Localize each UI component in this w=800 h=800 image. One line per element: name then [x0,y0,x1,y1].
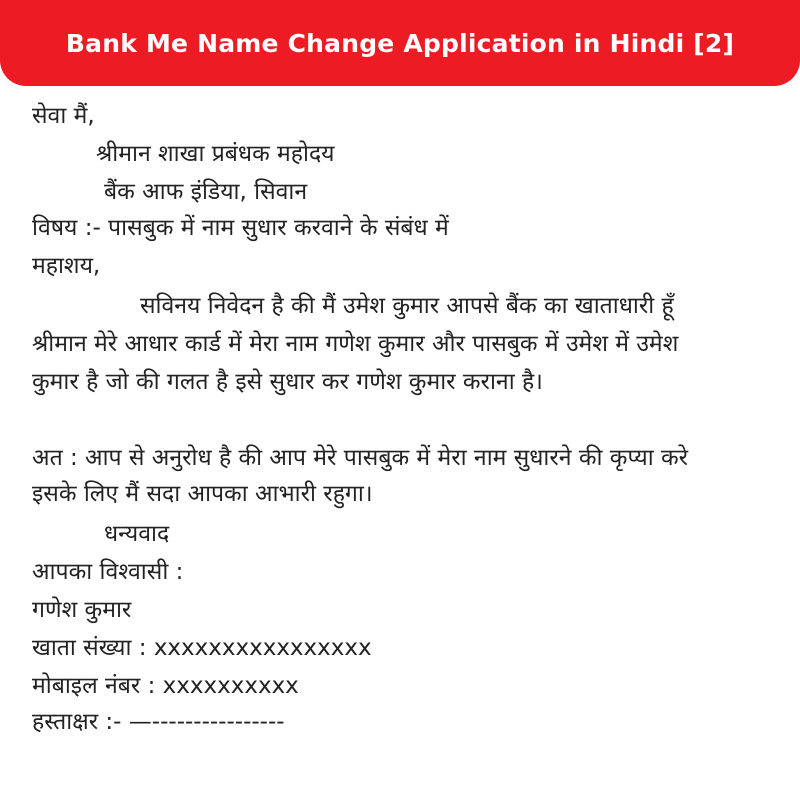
thanks-text: धन्यवाद [104,521,170,547]
recipient-title: श्रीमान शाखा प्रबंधक महोदय [96,141,335,167]
request-line-1: अत : आप से अनुरोध है की आप मेरे पासबुक में मेरा नाम सुधारने की कृप्या करे [32,445,689,471]
account-number: खाता संख्या : xxxxxxxxxxxxxxxx [32,635,372,661]
body-line-1: सविनय निवेदन है की मैं उमेश कुमार आपसे बैंक का खाताधारी हूँ [140,293,674,319]
body-line-2: श्रीमान मेरे आधार कार्ड में मेरा नाम गणेश कुमार और पासबुक में उमेश में उमेश [32,331,679,357]
recipient-bank: बैंक आफ इंडिया, सिवान [104,179,308,205]
salutation-to: सेवा मैं, [32,103,95,129]
sender-name: गणेश कुमार [32,597,132,623]
closing-text: आपका विश्वासी : [32,559,184,585]
mobile-number: मोबाइल नंबर : xxxxxxxxxx [32,673,299,699]
greeting: महाशय, [32,253,101,279]
request-line-2: इसके लिए मैं सदा आपका आभारी रहुगा। [32,481,373,507]
signature-line: हस्ताक्षर :- —---------------- [32,709,285,735]
subject-line: विषय :- पासबुक में नाम सुधार करवाने के संबंध में [32,215,449,241]
page-title: Bank Me Name Change Application in Hindi [2] [65,28,735,58]
body-line-3: कुमार है जो की गलत है इसे सुधार कर गणेश कुमार कराना है। [32,369,543,395]
